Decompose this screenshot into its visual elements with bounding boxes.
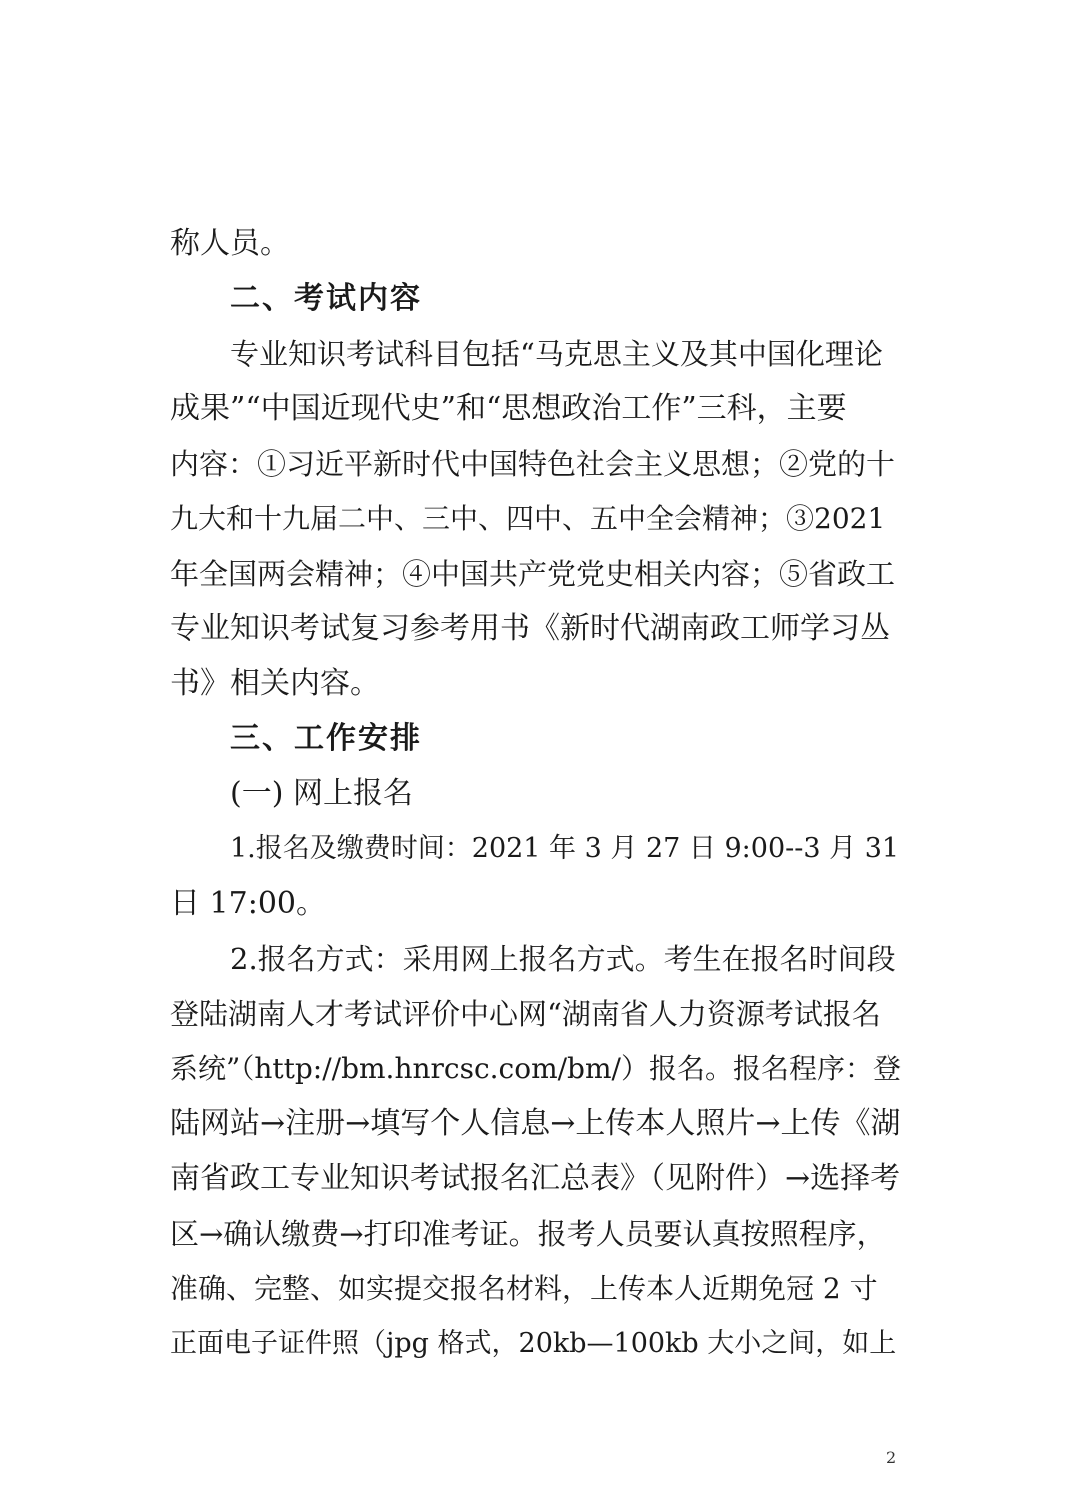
paragraph-line: 年全国两会精神；④中国共产党党史相关内容；⑤省政工 — [170, 557, 896, 591]
paragraph-line: 成果”“中国近现代史”和“思想政治工作”三科，主要 — [170, 391, 847, 426]
paragraph-line: 系统”（http://bm.hnrcsc.com/bm/）报名。报名程序：登 — [170, 1052, 901, 1085]
paragraph-line: 区→确认缴费→打印准考证。报考人员要认真按照程序， — [170, 1217, 886, 1251]
paragraph-line: 正面电子证件照（jpg 格式，20kb—100kb 大小之间，如上 — [170, 1328, 897, 1359]
paragraph-line: 专业知识考试科目包括“马克思主义及其中国化理论 — [230, 337, 883, 371]
section-heading-work-arrangement: 三、工作安排 — [230, 721, 422, 756]
paragraph-line: 九大和十九届二中、三中、四中、五中全会精神；③2021 — [170, 502, 886, 535]
page-number: 2 — [886, 1448, 897, 1467]
paragraph-line: 南省政工专业知识考试报名汇总表》（见附件）→选择考 — [170, 1161, 901, 1196]
paragraph-line: 2.报名方式：采用网上报名方式。考生在报名时间段 — [230, 942, 896, 976]
section-heading-exam-content: 二、考试内容 — [230, 281, 422, 316]
paragraph-line: 日 17:00。 — [170, 886, 326, 921]
paragraph-line: 陆网站→注册→填写个人信息→上传本人照片→上传《湖 — [170, 1106, 901, 1141]
paragraph-line: 专业知识考试复习参考用书《新时代湖南政工师学习丛 — [170, 611, 890, 646]
paragraph-line: 书》相关内容。 — [170, 666, 380, 701]
paragraph-line: 1.报名及缴费时间：2021 年 3 月 27 日 9:00--3 月 31 — [230, 833, 900, 864]
paragraph-line: 登陆湖南人才考试评价中心网“湖南省人力资源考试报名 — [170, 997, 881, 1031]
subsection-heading-online-registration: (一) 网上报名 — [230, 776, 413, 811]
paragraph-line: 称人员。 — [170, 226, 290, 261]
paragraph-line: 准确、完整、如实提交报名材料，上传本人近期免冠 2 寸 — [170, 1272, 878, 1305]
paragraph-line: 内容：①习近平新时代中国特色社会主义思想；②党的十 — [170, 447, 896, 481]
